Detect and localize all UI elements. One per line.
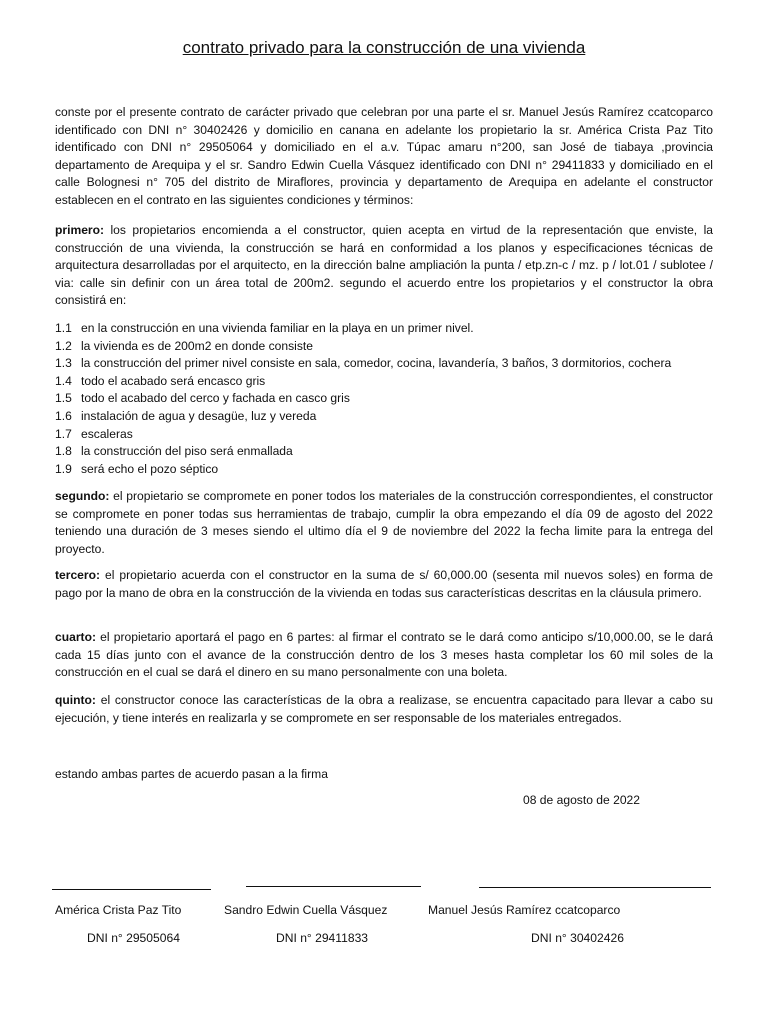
clause-cuarto-label: cuarto: — [55, 630, 96, 644]
clause-tercero — [55, 567, 713, 602]
list-item-number: 1.7 — [55, 426, 72, 441]
list-item-number: 1.3 — [55, 356, 72, 371]
clause-quinto — [55, 692, 713, 727]
list-item-text: la construcción del primer nivel consiste en sala, comedor, cocina, lavandería, 3 baños, 3 dormitorios, cochera — [81, 356, 672, 371]
signatory-dni: DNI n° 29411833 — [276, 931, 369, 945]
list-item — [55, 461, 713, 479]
list-item — [55, 390, 713, 408]
list-item-number: 1.1 — [55, 321, 72, 335]
list-item-text: la construcción del piso será enmallada — [81, 444, 293, 459]
list-item-text: todo el acabado será encasco gris — [81, 373, 266, 388]
list-item-text: en la construcción en una vivienda familiar en la playa en un primer nivel. — [81, 321, 474, 335]
list-item-number: 1.6 — [55, 408, 72, 423]
signatory-name: Manuel Jesús Ramírez ccatcoparco — [428, 903, 621, 917]
list-item-number: 1.9 — [55, 461, 72, 476]
clause-tercero-label: tercero: — [55, 568, 101, 582]
list-item-text: escaleras — [81, 426, 133, 441]
signatory-dni: DNI n° 30402426 — [531, 931, 624, 945]
clause-quinto-text: el constructor conoce las características de la obra a realizase, se encuentra capacitado para llevar a cabo su ejecución, y tiene interés en realizarla y se compromete en ser responsable de los materiales entregados. — [55, 693, 713, 725]
clause-cuarto — [55, 629, 713, 682]
signature-line — [246, 886, 421, 887]
signatory-name: Sandro Edwin Cuella Vásquez — [224, 903, 388, 917]
list-item-number: 1.4 — [55, 373, 72, 388]
list-item — [55, 320, 713, 338]
clause-segundo — [55, 488, 713, 558]
clause-primero-text: los propietarios encomienda a el constructor, quien acepta en virtud de la representación que enviste, la construcción de una vivienda, la construcción se hará en conformidad a los planos y especificaciones técnicas de arquitectura desarrolladas por el arquitecto, en la dirección balne ampliación la punta / etp.zn-c / mz. p / lot.01 / sublotee / via: calle sin definir con un área total de 200m2. segundo el acuerdo entre los propietarios y el constructor la obra consistirá en: — [55, 223, 713, 307]
intro-paragraph: conste por el presente contrato de carácter privado que celebran por una parte el sr. Manuel Jesús Ramírez ccatcoparco identificado con DNI n° 30402426 y domicilio en canana en adelante los propietario la sr. América Crista Paz Tito identificado con DNI n° 29505064 y domiciliado en el a.v. Túpac amaru n°200, san José de tiabaya ,provincia departamento de Arequipa y el sr. Sandro Edwin Cuella Vásquez identificado con DNI n° 29411833 y domiciliado en el calle Bolognesi n° 705 del distrito de Miraflores, provincia y departamento de Arequipa en adelante el constructor establecen en el contrato en las siguientes condiciones y términos: — [55, 105, 713, 207]
signatory-dni: DNI n° 29505064 — [87, 931, 180, 945]
list-item — [55, 338, 713, 356]
list-item-text: instalación de agua y desagüe, luz y vereda — [81, 408, 317, 423]
clause-tercero-text: el propietario acuerda con el constructor en la suma de s/ 60,000.00 (sesenta mil nuevos soles) en forma de pago por la mano de obra en la construcción de la vivienda en todas sus características descritas en la cláusula primero. — [55, 568, 713, 600]
clause-primero — [55, 222, 713, 310]
list-item — [55, 443, 713, 461]
list-item-number: 1.2 — [55, 338, 72, 353]
list-item-number: 1.5 — [55, 391, 72, 406]
list-item-text: todo el acabado del cerco y fachada en casco gris — [81, 391, 350, 406]
list-item — [55, 426, 713, 444]
document-title: contrato privado para la construcción de una vivienda — [182, 38, 586, 57]
scope-list — [55, 320, 713, 478]
list-item — [55, 373, 713, 391]
clause-cuarto-text: el propietario aportará el pago en 6 partes: al firmar el contrato se le dará como anticipo s/10,000.00, se le dará cada 15 días junto con el avance de la construcción dentro de los 3 meses hasta completar los 60 mil soles de la construcción en el cual se dará el dinero en su mano personalmente con una boleta. — [55, 630, 713, 679]
signature-line — [479, 887, 711, 888]
signature-line — [52, 889, 211, 890]
clause-segundo-text: el propietario se compromete en poner todos los materiales de la construcción correspondientes, el constructor se compromete en poner todas sus herramientas de trabajo, cumplir la obra empezando el día 09 de agosto del 2022 teniendo una duración de 3 meses siendo el ultimo día el 9 de noviembre del 2022 la fecha limite para la entrega del proyecto. — [55, 489, 713, 556]
signatory-name: América Crista Paz Tito — [55, 903, 182, 917]
signing-date: 08 de agosto de 2022 — [523, 793, 641, 807]
clause-segundo-label: segundo: — [55, 489, 110, 503]
list-item — [55, 355, 713, 373]
list-item — [55, 408, 713, 426]
clause-quinto-label: quinto: — [55, 693, 96, 707]
list-item-number: 1.8 — [55, 444, 72, 459]
closing-statement: estando ambas partes de acuerdo pasan a la firma — [55, 767, 328, 781]
list-item-text: será echo el pozo séptico — [81, 461, 219, 476]
list-item-text: la vivienda es de 200m2 en donde consiste — [81, 338, 313, 353]
clause-primero-label: primero: — [55, 223, 105, 237]
